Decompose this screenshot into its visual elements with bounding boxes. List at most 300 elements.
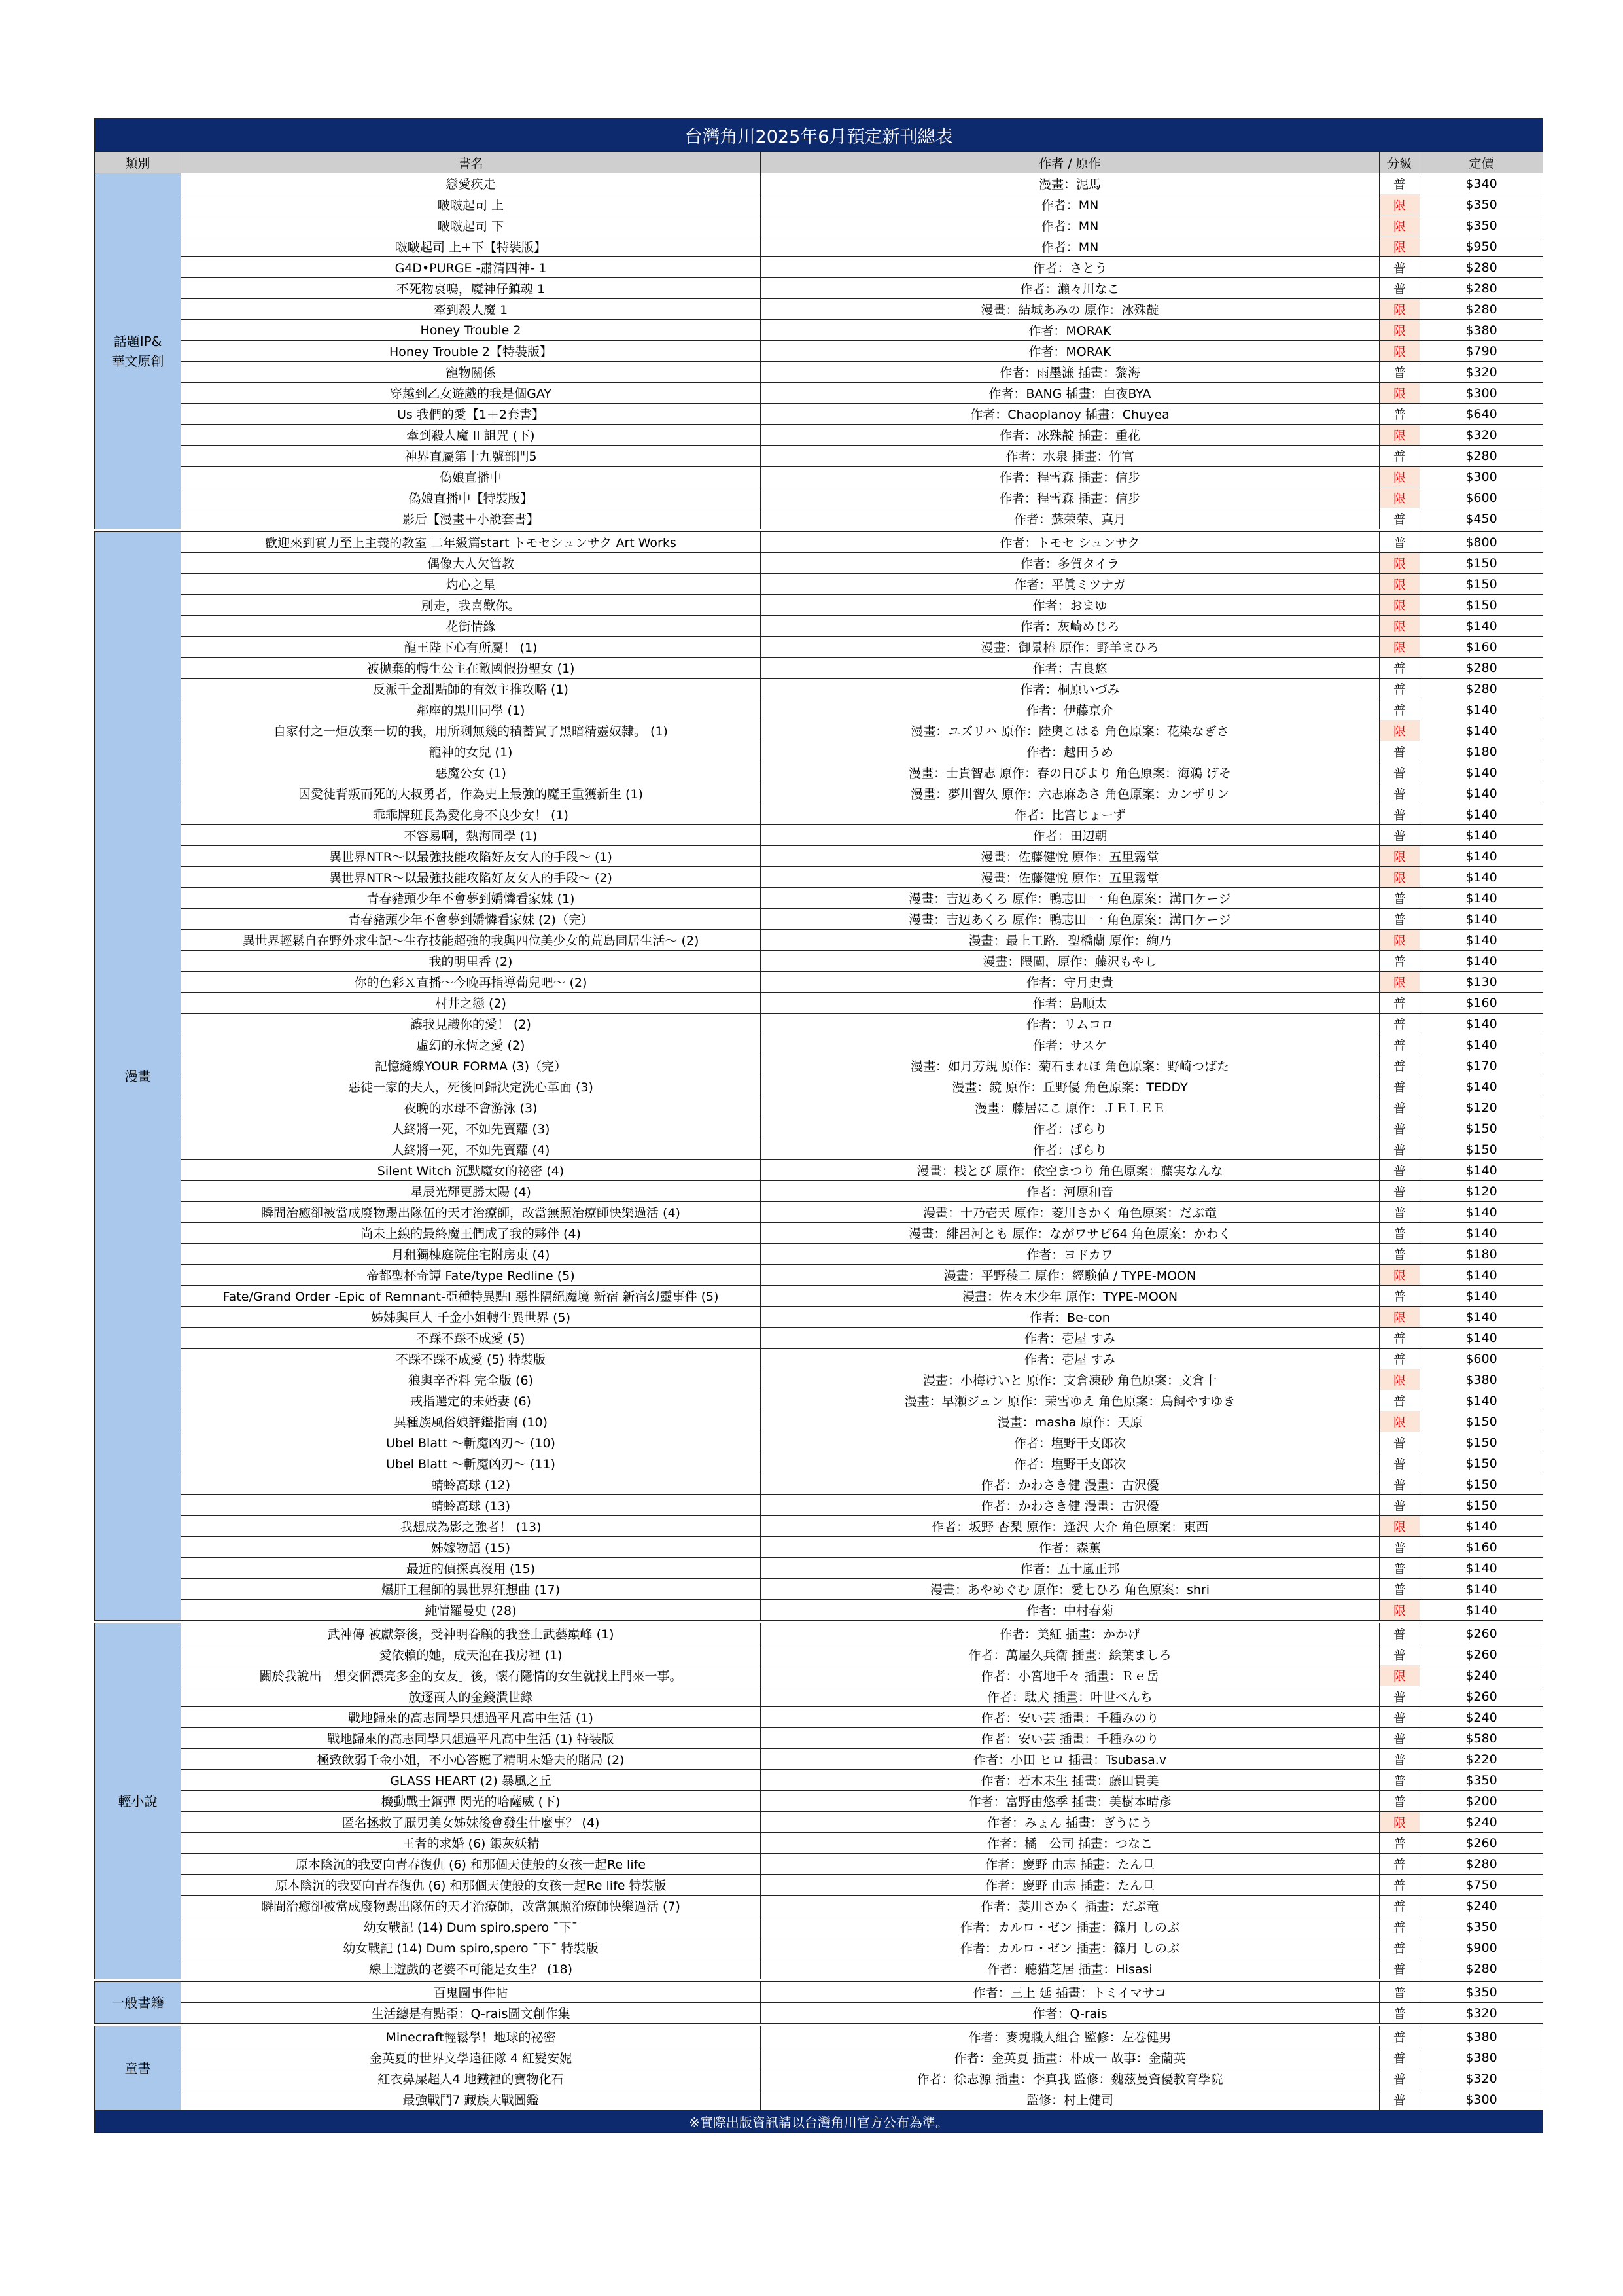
rating-cell: 普 bbox=[1380, 1202, 1420, 1223]
book-title-cell: 我的明里香 (2) bbox=[181, 951, 761, 972]
price-cell: $350 bbox=[1420, 1770, 1543, 1791]
rating-cell: 限 bbox=[1380, 487, 1420, 508]
book-title-cell: 不踩不踩不成愛 (5) bbox=[181, 1328, 761, 1349]
rating-cell: 普 bbox=[1380, 2047, 1420, 2068]
price-cell: $340 bbox=[1420, 173, 1543, 194]
table-row bbox=[95, 1875, 1543, 1896]
table-row bbox=[95, 1916, 1543, 1937]
table-row bbox=[95, 1958, 1543, 1979]
author-cell: 作者：守月史貴 bbox=[761, 972, 1380, 993]
book-title-cell: 牽到殺人魔 II 詛咒 (下) bbox=[181, 425, 761, 446]
book-title-cell: Fate/Grand Order -Epic of Remnant-亞種特異點I 惡性隔絕魔境 新宿 新宿幻靈事件 (5) bbox=[181, 1286, 761, 1307]
book-title-cell: 戀愛疾走 bbox=[181, 173, 761, 194]
book-title-cell: Silent Witch 沉默魔女的祕密 (4) bbox=[181, 1160, 761, 1181]
rating-cell: 普 bbox=[1380, 1875, 1420, 1896]
price-cell: $140 bbox=[1420, 783, 1543, 804]
rating-cell: 普 bbox=[1380, 762, 1420, 783]
table-row bbox=[95, 1223, 1543, 1244]
table-row bbox=[95, 215, 1543, 236]
book-title-cell: 極致飲弱千金小姐，不小心答應了精明未婚夫的賭局 (2) bbox=[181, 1749, 761, 1770]
author-cell: 漫畫：泥馬 bbox=[761, 173, 1380, 194]
book-title-cell: 戰地歸來的高志同學只想過平凡高中生活 (1) 特装版 bbox=[181, 1728, 761, 1749]
price-cell: $320 bbox=[1420, 2068, 1543, 2089]
rating-cell: 限 bbox=[1380, 1516, 1420, 1537]
author-cell: 作者：塩野干支郎次 bbox=[761, 1432, 1380, 1453]
table-row bbox=[95, 993, 1543, 1014]
table-row bbox=[95, 1623, 1543, 1644]
rating-cell: 普 bbox=[1380, 1495, 1420, 1516]
table-row bbox=[95, 972, 1543, 993]
rating-cell: 限 bbox=[1380, 1600, 1420, 1621]
price-cell: $320 bbox=[1420, 2003, 1543, 2024]
author-cell: 作者：河原和音 bbox=[761, 1181, 1380, 1202]
rating-cell: 限 bbox=[1380, 194, 1420, 215]
author-cell: 漫畫：佐々木少年 原作：TYPE-MOON bbox=[761, 1286, 1380, 1307]
price-cell: $380 bbox=[1420, 320, 1543, 341]
book-title-cell: 青春豬頭少年不會夢到嬌憐看家妹 (1) bbox=[181, 888, 761, 909]
table-row bbox=[95, 1034, 1543, 1055]
price-cell: $350 bbox=[1420, 215, 1543, 236]
price-cell: $260 bbox=[1420, 1833, 1543, 1854]
author-cell: 作者：MORAK bbox=[761, 320, 1380, 341]
new-release-table bbox=[94, 118, 1543, 2133]
book-title-cell: 偶像大人欠管教 bbox=[181, 553, 761, 574]
rating-cell: 限 bbox=[1380, 1307, 1420, 1328]
rating-cell: 普 bbox=[1380, 909, 1420, 930]
rating-cell: 限 bbox=[1380, 595, 1420, 616]
table-row bbox=[95, 762, 1543, 783]
price-cell: $140 bbox=[1420, 1307, 1543, 1328]
book-title-cell: 不容易啊，熱海同學 (1) bbox=[181, 825, 761, 846]
table-row bbox=[95, 1307, 1543, 1328]
table-row bbox=[95, 846, 1543, 867]
table-row bbox=[95, 1579, 1543, 1600]
price-cell: $140 bbox=[1420, 1202, 1543, 1223]
book-title-cell: 花街情緣 bbox=[181, 616, 761, 637]
book-title-cell: 穿越到乙女遊戲的我是個GAY bbox=[181, 383, 761, 404]
author-cell: 作者：五十嵐正邦 bbox=[761, 1558, 1380, 1579]
book-title-cell: 純情羅曼史 (28) bbox=[181, 1600, 761, 1621]
table-row bbox=[95, 1812, 1543, 1833]
table-row bbox=[95, 2089, 1543, 2110]
price-cell: $280 bbox=[1420, 1854, 1543, 1875]
book-title-cell: 幼女戰記 (14) Dum spiro,spero ¯下¯ 特裝版 bbox=[181, 1937, 761, 1958]
table-row bbox=[95, 825, 1543, 846]
book-title-cell: 蜻蛉高球 (13) bbox=[181, 1495, 761, 1516]
table-row bbox=[95, 467, 1543, 487]
rating-cell: 普 bbox=[1380, 362, 1420, 383]
rating-cell: 限 bbox=[1380, 930, 1420, 951]
rating-cell: 普 bbox=[1380, 1453, 1420, 1474]
book-title-cell: 原本陰沉的我要向青春復仇 (6) 和那個天使般的女孩一起Re life bbox=[181, 1854, 761, 1875]
category-cell: 話題IP& 華文原創 bbox=[95, 173, 181, 529]
rating-cell: 普 bbox=[1380, 783, 1420, 804]
author-cell: 漫畫：緋呂河とも 原作：ながワサビ64 角色原案：かわく bbox=[761, 1223, 1380, 1244]
book-title-cell: 啵啵起司 上+下【特裝版】 bbox=[181, 236, 761, 257]
author-cell: 作者：程雪森 插畫：信步 bbox=[761, 467, 1380, 487]
book-title-cell: 鄰座的黑川同學 (1) bbox=[181, 699, 761, 720]
table-row bbox=[95, 888, 1543, 909]
book-title-cell: 異種族風俗娘評鑑指南 (10) bbox=[181, 1411, 761, 1432]
author-cell: 作者：かわさき健 漫畫：古沢優 bbox=[761, 1474, 1380, 1495]
author-cell: 作者：小田 ヒロ 插畫：Tsubasa.v bbox=[761, 1749, 1380, 1770]
author-cell: 作者：トモセ シュンサク bbox=[761, 532, 1380, 553]
table-row bbox=[95, 1495, 1543, 1516]
header-category: 類別 bbox=[95, 152, 181, 173]
table-row bbox=[95, 1516, 1543, 1537]
price-cell: $150 bbox=[1420, 1411, 1543, 1432]
book-title-cell: 讓我見識你的愛！ (2) bbox=[181, 1014, 761, 1034]
price-cell: $140 bbox=[1420, 1076, 1543, 1097]
price-cell: $260 bbox=[1420, 1623, 1543, 1644]
table-row bbox=[95, 1139, 1543, 1160]
book-title-cell: 歡迎來到實力至上主義的教室 二年級篇start トモセシュンサク Art Works bbox=[181, 532, 761, 553]
rating-cell: 普 bbox=[1380, 2003, 1420, 2024]
rating-cell: 普 bbox=[1380, 741, 1420, 762]
book-title-cell: 瞬間治癒卻被當成廢物踢出隊伍的天才治療師，改當無照治療師快樂過活 (4) bbox=[181, 1202, 761, 1223]
price-cell: $950 bbox=[1420, 236, 1543, 257]
table-row bbox=[95, 1432, 1543, 1453]
sheet-title: 台灣角川2025年6月預定新刊總表 bbox=[95, 118, 1543, 152]
author-cell: 漫畫：ユズリハ 原作：陸奧こはる 角色原案：花染なぎさ bbox=[761, 720, 1380, 741]
table-row bbox=[95, 658, 1543, 679]
author-cell: 作者：美紅 插畫：かかげ bbox=[761, 1623, 1380, 1644]
book-title-cell: G4D•PURGE -肅清四神- 1 bbox=[181, 257, 761, 278]
table-row bbox=[95, 951, 1543, 972]
author-cell: 作者：おまゆ bbox=[761, 595, 1380, 616]
price-cell: $140 bbox=[1420, 1558, 1543, 1579]
rating-cell: 普 bbox=[1380, 1707, 1420, 1728]
price-cell: $280 bbox=[1420, 658, 1543, 679]
author-cell: 監修：村上健司 bbox=[761, 2089, 1380, 2110]
author-cell: 作者：吉良悠 bbox=[761, 658, 1380, 679]
author-cell: 作者：萬屋久兵衛 插畫：絵葉ましろ bbox=[761, 1644, 1380, 1665]
table-row bbox=[95, 720, 1543, 741]
book-title-cell: 被拋棄的轉生公主在敵國假扮聖女 (1) bbox=[181, 658, 761, 679]
author-cell: 作者：カルロ・ゼン 插畫：篠月 しのぶ bbox=[761, 1916, 1380, 1937]
rating-cell: 普 bbox=[1380, 257, 1420, 278]
rating-cell: 普 bbox=[1380, 1055, 1420, 1076]
price-cell: $140 bbox=[1420, 1265, 1543, 1286]
category-cell: 童書 bbox=[95, 2026, 181, 2110]
table-row bbox=[95, 1937, 1543, 1958]
rating-cell: 普 bbox=[1380, 1118, 1420, 1139]
author-cell: 作者：中村春菊 bbox=[761, 1600, 1380, 1621]
price-cell: $240 bbox=[1420, 1812, 1543, 1833]
rating-cell: 普 bbox=[1380, 2089, 1420, 2110]
book-title-cell: GLASS HEART (2) 暴風之丘 bbox=[181, 1770, 761, 1791]
price-cell: $380 bbox=[1420, 2026, 1543, 2047]
header-author: 作者 / 原作 bbox=[761, 152, 1380, 173]
book-title-cell: 青春豬頭少年不會夢到嬌憐看家妹 (2)（完） bbox=[181, 909, 761, 930]
author-cell: 作者：程雪森 插畫：信步 bbox=[761, 487, 1380, 508]
book-title-cell: 帝都聖杯奇譚 Fate/type Redline (5) bbox=[181, 1265, 761, 1286]
table-row bbox=[95, 2003, 1543, 2024]
book-title-cell: 愛依賴的她，成天泡在我房裡 (1) bbox=[181, 1644, 761, 1665]
author-cell: 作者：多賀タイラ bbox=[761, 553, 1380, 574]
author-cell: 作者：若木未生 插畫：藤田貴美 bbox=[761, 1770, 1380, 1791]
price-cell: $280 bbox=[1420, 446, 1543, 467]
author-cell: 作者：Q-rais bbox=[761, 2003, 1380, 2024]
table-row bbox=[95, 341, 1543, 362]
author-cell: 作者：瀨々川なこ bbox=[761, 278, 1380, 299]
price-cell: $150 bbox=[1420, 1118, 1543, 1139]
price-cell: $220 bbox=[1420, 1749, 1543, 1770]
book-title-cell: 姊嫁物語 (15) bbox=[181, 1537, 761, 1558]
price-cell: $800 bbox=[1420, 532, 1543, 553]
author-cell: 作者：かわさき健 漫畫：古沢優 bbox=[761, 1495, 1380, 1516]
table-body bbox=[95, 173, 1543, 2110]
table-row bbox=[95, 446, 1543, 467]
price-cell: $750 bbox=[1420, 1875, 1543, 1896]
author-cell: 作者：冰殊靛 插畫：重花 bbox=[761, 425, 1380, 446]
rating-cell: 普 bbox=[1380, 1286, 1420, 1307]
rating-cell: 普 bbox=[1380, 278, 1420, 299]
table-row bbox=[95, 299, 1543, 320]
table-row bbox=[95, 1896, 1543, 1916]
price-cell: $140 bbox=[1420, 1328, 1543, 1349]
rating-cell: 普 bbox=[1380, 1160, 1420, 1181]
book-title-cell: 啵啵起司 下 bbox=[181, 215, 761, 236]
price-cell: $120 bbox=[1420, 1181, 1543, 1202]
book-title-cell: 不死物哀嗚，魔神仔鎮魂 1 bbox=[181, 278, 761, 299]
book-title-cell: 牽到殺人魔 1 bbox=[181, 299, 761, 320]
price-cell: $580 bbox=[1420, 1728, 1543, 1749]
category-cell: 漫畫 bbox=[95, 532, 181, 1621]
book-title-cell: 最強戰鬥7 藏族大戰圖鑑 bbox=[181, 2089, 761, 2110]
author-cell: 作者：みょん 插畫：ぎうにう bbox=[761, 1812, 1380, 1833]
author-cell: 作者：小宮地千々 插畫：Ｒｅ岳 bbox=[761, 1665, 1380, 1686]
author-cell: 作者：安い芸 插畫：千種みのり bbox=[761, 1707, 1380, 1728]
rating-cell: 普 bbox=[1380, 888, 1420, 909]
table-row bbox=[95, 574, 1543, 595]
book-title-cell: 乖乖牌班長為愛化身不良少女！ (1) bbox=[181, 804, 761, 825]
rating-cell: 普 bbox=[1380, 1833, 1420, 1854]
price-cell: $150 bbox=[1420, 1432, 1543, 1453]
rating-cell: 限 bbox=[1380, 1665, 1420, 1686]
author-cell: 作者：森薫 bbox=[761, 1537, 1380, 1558]
rating-cell: 普 bbox=[1380, 1432, 1420, 1453]
author-cell: 漫畫：最上工路．聖橋蘭 原作：絢乃 bbox=[761, 930, 1380, 951]
rating-cell: 普 bbox=[1380, 1896, 1420, 1916]
book-title-cell: 生活總是有點歪：Q-rais圖文創作集 bbox=[181, 2003, 761, 2024]
book-title-cell: 龍神的女兒 (1) bbox=[181, 741, 761, 762]
book-title-cell: 偽娘直播中【特裝版】 bbox=[181, 487, 761, 508]
rating-cell: 普 bbox=[1380, 1181, 1420, 1202]
price-cell: $140 bbox=[1420, 846, 1543, 867]
book-title-cell: 神界直屬第十九號部門5 bbox=[181, 446, 761, 467]
rating-cell: 限 bbox=[1380, 1812, 1420, 1833]
book-title-cell: 戰地歸來的高志同學只想過平凡高中生活 (1) bbox=[181, 1707, 761, 1728]
price-cell: $160 bbox=[1420, 637, 1543, 658]
rating-cell: 限 bbox=[1380, 574, 1420, 595]
price-cell: $150 bbox=[1420, 574, 1543, 595]
rating-cell: 普 bbox=[1380, 1223, 1420, 1244]
author-cell: 漫畫：吉辺あくろ 原作：鴨志田 一 角色原案：溝口ケージ bbox=[761, 888, 1380, 909]
price-cell: $150 bbox=[1420, 595, 1543, 616]
author-cell: 作者：桐原いづみ bbox=[761, 679, 1380, 699]
author-cell: 漫畫：桟とび 原作：依空まつり 角色原案：藤実なんな bbox=[761, 1160, 1380, 1181]
author-cell: 漫畫：佐藤健悅 原作：五里霧堂 bbox=[761, 846, 1380, 867]
price-cell: $260 bbox=[1420, 1644, 1543, 1665]
book-title-cell: 惡徒一家的夫人，死後回歸決定洗心革面 (3) bbox=[181, 1076, 761, 1097]
price-cell: $120 bbox=[1420, 1097, 1543, 1118]
table-row bbox=[95, 2047, 1543, 2068]
author-cell: 作者：平眞ミツナガ bbox=[761, 574, 1380, 595]
rating-cell: 普 bbox=[1380, 1623, 1420, 1644]
rating-cell: 普 bbox=[1380, 993, 1420, 1014]
price-cell: $140 bbox=[1420, 762, 1543, 783]
rating-cell: 限 bbox=[1380, 1265, 1420, 1286]
author-cell: 漫畫：夢川智久 原作：六志麻あさ 角色原案：カンザリン bbox=[761, 783, 1380, 804]
book-title-cell: 啵啵起司 上 bbox=[181, 194, 761, 215]
price-cell: $140 bbox=[1420, 699, 1543, 720]
rating-cell: 限 bbox=[1380, 720, 1420, 741]
rating-cell: 普 bbox=[1380, 1558, 1420, 1579]
book-title-cell: 最近的偵探真沒用 (15) bbox=[181, 1558, 761, 1579]
book-title-cell: 不踩不踩不成愛 (5) 特裝版 bbox=[181, 1349, 761, 1369]
author-cell: 作者：駄犬 插畫：叶世べんち bbox=[761, 1686, 1380, 1707]
table-row bbox=[95, 1328, 1543, 1349]
book-title-cell: 別走，我喜歡你。 bbox=[181, 595, 761, 616]
table-row bbox=[95, 1644, 1543, 1665]
rating-cell: 普 bbox=[1380, 532, 1420, 553]
table-row bbox=[95, 1686, 1543, 1707]
book-title-cell: 灼心之星 bbox=[181, 574, 761, 595]
price-cell: $300 bbox=[1420, 2089, 1543, 2110]
author-cell: 作者：越田うめ bbox=[761, 741, 1380, 762]
author-cell: 作者：壱屋 すみ bbox=[761, 1349, 1380, 1369]
table-row bbox=[95, 1265, 1543, 1286]
author-cell: 作者：水泉 插畫：竹官 bbox=[761, 446, 1380, 467]
table-row bbox=[95, 1728, 1543, 1749]
author-cell: 作者：ぱらり bbox=[761, 1118, 1380, 1139]
price-cell: $180 bbox=[1420, 741, 1543, 762]
rating-cell: 限 bbox=[1380, 320, 1420, 341]
category-cell: 一般書籍 bbox=[95, 1982, 181, 2024]
table-row bbox=[95, 362, 1543, 383]
table-row bbox=[95, 1474, 1543, 1495]
author-cell: 漫畫：小梅けいと 原作：支倉凍砂 角色原案：文倉十 bbox=[761, 1369, 1380, 1390]
price-cell: $640 bbox=[1420, 404, 1543, 425]
price-cell: $140 bbox=[1420, 825, 1543, 846]
price-cell: $140 bbox=[1420, 804, 1543, 825]
author-cell: 作者：Be-con bbox=[761, 1307, 1380, 1328]
author-cell: 漫畫：吉辺あくろ 原作：鴨志田 一 角色原案：溝口ケージ bbox=[761, 909, 1380, 930]
author-cell: 漫畫：御景椿 原作：野羊まひろ bbox=[761, 637, 1380, 658]
rating-cell: 限 bbox=[1380, 341, 1420, 362]
header-price: 定價 bbox=[1420, 152, 1543, 173]
price-cell: $140 bbox=[1420, 867, 1543, 888]
price-cell: $600 bbox=[1420, 487, 1543, 508]
table-row bbox=[95, 2068, 1543, 2089]
author-cell: 作者：坂野 杏梨 原作：逢沢 大介 角色原案：東西 bbox=[761, 1516, 1380, 1537]
book-title-cell: 線上遊戲的老婆不可能是女生？ (18) bbox=[181, 1958, 761, 1979]
price-cell: $150 bbox=[1420, 1474, 1543, 1495]
book-title-cell: 幼女戰記 (14) Dum spiro,spero ¯下¯ bbox=[181, 1916, 761, 1937]
price-cell: $130 bbox=[1420, 972, 1543, 993]
author-cell: 作者：田辺朝 bbox=[761, 825, 1380, 846]
rating-cell: 限 bbox=[1380, 553, 1420, 574]
table-row bbox=[95, 1665, 1543, 1686]
table-row bbox=[95, 1833, 1543, 1854]
rating-cell: 普 bbox=[1380, 1244, 1420, 1265]
book-title-cell: 異世界NTR～以最強技能攻陷好友女人的手段～ (1) bbox=[181, 846, 761, 867]
table-row bbox=[95, 1014, 1543, 1034]
price-cell: $320 bbox=[1420, 425, 1543, 446]
table-row bbox=[95, 867, 1543, 888]
price-cell: $150 bbox=[1420, 553, 1543, 574]
book-title-cell: 夜晚的水母不會游泳 (3) bbox=[181, 1097, 761, 1118]
book-title-cell: 武神傳 被獻祭後，受神明眷顧的我登上武藝巔峰 (1) bbox=[181, 1623, 761, 1644]
table-row bbox=[95, 1707, 1543, 1728]
author-cell: 漫畫：鏡 原作：丘野優 角色原案：TEDDY bbox=[761, 1076, 1380, 1097]
author-cell: 作者：MORAK bbox=[761, 341, 1380, 362]
table-row bbox=[95, 2026, 1543, 2047]
table-row bbox=[95, 1982, 1543, 2003]
table-row bbox=[95, 508, 1543, 529]
rating-cell: 普 bbox=[1380, 1770, 1420, 1791]
rating-cell: 限 bbox=[1380, 1411, 1420, 1432]
author-cell: 作者：カルロ・ゼン 插畫：篠月 しのぶ bbox=[761, 1937, 1380, 1958]
rating-cell: 普 bbox=[1380, 173, 1420, 194]
author-cell: 作者：聽猫芝居 插畫：Hisasi bbox=[761, 1958, 1380, 1979]
author-cell: 作者：比宮じょーず bbox=[761, 804, 1380, 825]
book-title-cell: 王者的求婚 (6) 銀灰妖精 bbox=[181, 1833, 761, 1854]
book-title-cell: 人終將一死，不如先賣蘿 (3) bbox=[181, 1118, 761, 1139]
author-cell: 作者：MN bbox=[761, 194, 1380, 215]
rating-cell: 限 bbox=[1380, 467, 1420, 487]
author-cell: 作者：BANG 插畫：白夜BYA bbox=[761, 383, 1380, 404]
price-cell: $140 bbox=[1420, 1014, 1543, 1034]
author-cell: 作者：伊藤京介 bbox=[761, 699, 1380, 720]
author-cell: 作者：菱川さかく 插畫：だぶ竜 bbox=[761, 1896, 1380, 1916]
book-title-cell: Ubel Blatt ～斬魔凶刃～ (10) bbox=[181, 1432, 761, 1453]
author-cell: 作者：雨墨濂 插畫：黎海 bbox=[761, 362, 1380, 383]
table-row bbox=[95, 532, 1543, 553]
rating-cell: 普 bbox=[1380, 825, 1420, 846]
table-row bbox=[95, 783, 1543, 804]
author-cell: 漫畫：masha 原作：天原 bbox=[761, 1411, 1380, 1432]
book-title-cell: 惡魔公女 (1) bbox=[181, 762, 761, 783]
price-cell: $350 bbox=[1420, 1916, 1543, 1937]
price-cell: $170 bbox=[1420, 1055, 1543, 1076]
author-cell: 漫畫：平野稜二 原作：經験値 / TYPE-MOON bbox=[761, 1265, 1380, 1286]
author-cell: 漫畫：如月芳規 原作：菊石まれほ 角色原案：野崎つばた bbox=[761, 1055, 1380, 1076]
price-cell: $140 bbox=[1420, 1223, 1543, 1244]
table-row bbox=[95, 425, 1543, 446]
price-cell: $280 bbox=[1420, 299, 1543, 320]
rating-cell: 限 bbox=[1380, 846, 1420, 867]
rating-cell: 普 bbox=[1380, 1097, 1420, 1118]
book-title-cell: 原本陰沉的我要向青春復仇 (6) 和那個天使般的女孩一起Re life 特裝版 bbox=[181, 1875, 761, 1896]
title-row bbox=[95, 118, 1543, 152]
price-cell: $280 bbox=[1420, 679, 1543, 699]
author-cell: 漫畫：早瀬ジュン 原作：茉雪ゆえ 角色原案：鳥飼やすゆき bbox=[761, 1390, 1380, 1411]
author-cell: 作者：安い芸 插畫：千種みのり bbox=[761, 1728, 1380, 1749]
table-row bbox=[95, 404, 1543, 425]
rating-cell: 限 bbox=[1380, 299, 1420, 320]
rating-cell: 普 bbox=[1380, 1579, 1420, 1600]
rating-cell: 普 bbox=[1380, 804, 1420, 825]
price-cell: $160 bbox=[1420, 1537, 1543, 1558]
author-cell: 作者：MN bbox=[761, 215, 1380, 236]
rating-cell: 普 bbox=[1380, 1014, 1420, 1034]
price-cell: $280 bbox=[1420, 1958, 1543, 1979]
author-cell: 作者：蘇荣荣、真月 bbox=[761, 508, 1380, 529]
author-cell: 作者：MN bbox=[761, 236, 1380, 257]
author-cell: 作者：橘 公司 插畫：つなこ bbox=[761, 1833, 1380, 1854]
